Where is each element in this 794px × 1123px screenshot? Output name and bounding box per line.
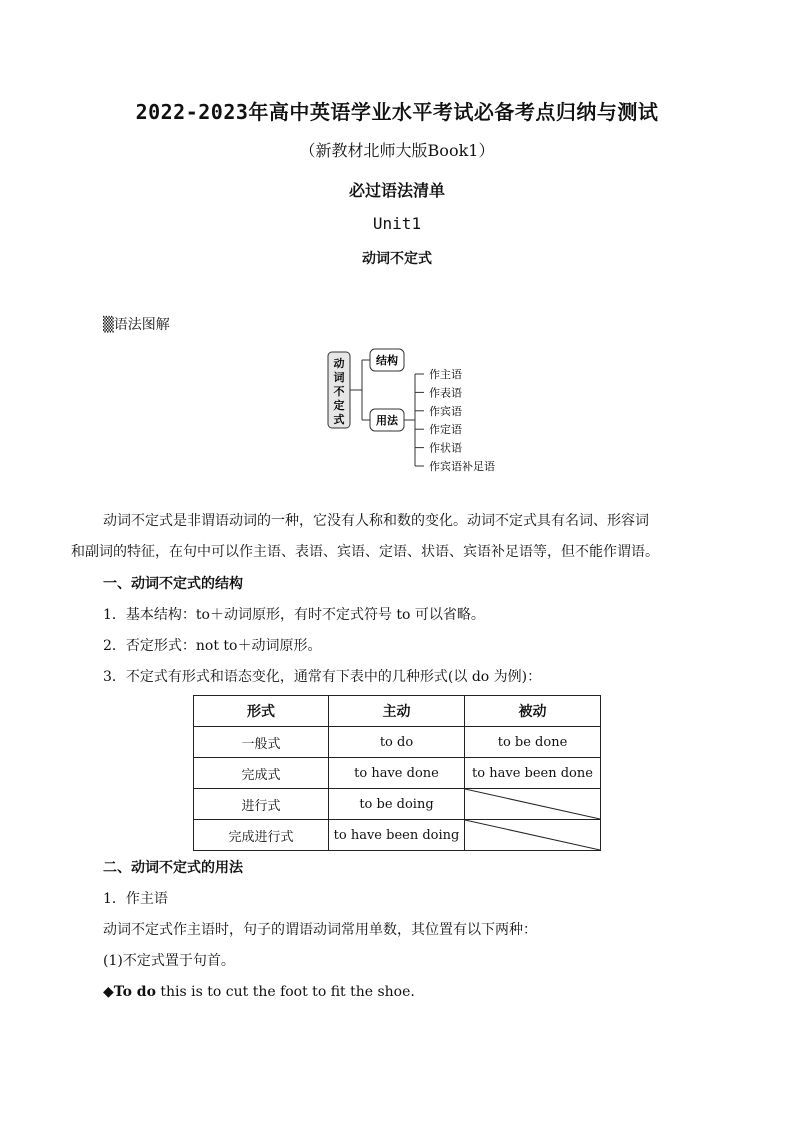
diagram-usage-item: 作定语 xyxy=(429,423,462,437)
diagram-branch-structure: 结构 xyxy=(376,354,398,367)
diagram-branch-usage: 用法 xyxy=(376,414,398,427)
table-row xyxy=(194,727,601,758)
table-row xyxy=(194,820,601,851)
diagram-usage-item: 作状语 xyxy=(429,441,462,455)
diagram-marker-icon: ▒ xyxy=(103,317,114,333)
table-cell: 一般式 xyxy=(194,727,329,758)
table-row xyxy=(194,758,601,789)
section-title: 必过语法清单 xyxy=(348,181,445,200)
diagram-usage-item: 作宾语 xyxy=(429,404,462,418)
diagram-root-char: 动 xyxy=(333,357,345,370)
table-cell-empty-diagonal xyxy=(465,820,601,851)
table-cell: to be doing xyxy=(329,789,465,820)
usage-description: 动词不定式作主语时，句子的谓语动词常用单数，其位置有以下两种： xyxy=(103,922,537,938)
table-header: 形式 xyxy=(194,696,329,727)
unit-label: Unit1 xyxy=(372,214,422,233)
diagram-usage-item: 作主语 xyxy=(429,368,462,381)
topic-title: 动词不定式 xyxy=(362,251,432,267)
table-row xyxy=(194,789,601,820)
intro-line-1: 动词不定式是非谓语动词的一种，它没有人称和数的变化。动词不定式具有名词、形容词 xyxy=(103,513,649,529)
intro-paragraph xyxy=(71,506,723,568)
diagram-usage-item: 作宾语补足语 xyxy=(429,460,495,473)
structure-heading: 一、动词不定式的结构 xyxy=(103,576,243,592)
table-cell-empty-diagonal xyxy=(465,789,601,820)
table-cell: to have done xyxy=(329,758,465,789)
table-cell: 进行式 xyxy=(194,789,329,820)
usage-item-1: 1．作主语 xyxy=(103,891,168,907)
document-subtitle: （新教材北师大版Book1） xyxy=(299,141,495,160)
structure-item-1: 1．基本结构：to＋动词原形，有时不定式符号 to 可以省略。 xyxy=(103,607,485,623)
table-cell: 完成进行式 xyxy=(194,820,329,851)
structure-item-3: 3．不定式有形式和语态变化，通常有下表中的几种形式(以 do 为例)： xyxy=(103,669,542,685)
diagram-root-char: 定 xyxy=(333,399,345,412)
grammar-diagram xyxy=(320,342,520,482)
table-header: 被动 xyxy=(465,696,601,727)
diagram-root-char: 词 xyxy=(333,371,345,384)
structure-item-2: 2．否定形式：not to＋动词原形。 xyxy=(103,638,322,654)
diagram-root-char: 式 xyxy=(333,413,345,426)
table-cell: to do xyxy=(329,727,465,758)
grammar-diagram-label: ▒语法图解 xyxy=(103,317,170,333)
bullet-diamond-icon: ◆ xyxy=(103,984,114,1000)
example-rest: this is to cut the foot to fit the shoe. xyxy=(155,984,415,1000)
example-bold-phrase: To do xyxy=(113,984,156,1000)
diagram-usage-item: 作表语 xyxy=(429,386,462,400)
document-title: 2022-2023年高中英语学业水平考试必备考点归纳与测试 xyxy=(135,100,659,124)
table-cell: 完成式 xyxy=(194,758,329,789)
infinitive-forms-table xyxy=(193,695,601,851)
usage-heading: 二、动词不定式的用法 xyxy=(103,860,243,876)
table-cell: to have been done xyxy=(465,758,601,789)
table-header: 主动 xyxy=(329,696,465,727)
example-sentence xyxy=(103,984,415,1000)
intro-line-2: 和副词的特征，在句中可以作主语、表语、宾语、定语、状语、宾语补足语等，但不能作谓语。 xyxy=(71,544,659,560)
table-cell: to have been doing xyxy=(329,820,465,851)
table-cell: to be done xyxy=(465,727,601,758)
diagram-root-char: 不 xyxy=(333,385,345,398)
usage-subitem-1: (1)不定式置于句首。 xyxy=(103,953,235,969)
